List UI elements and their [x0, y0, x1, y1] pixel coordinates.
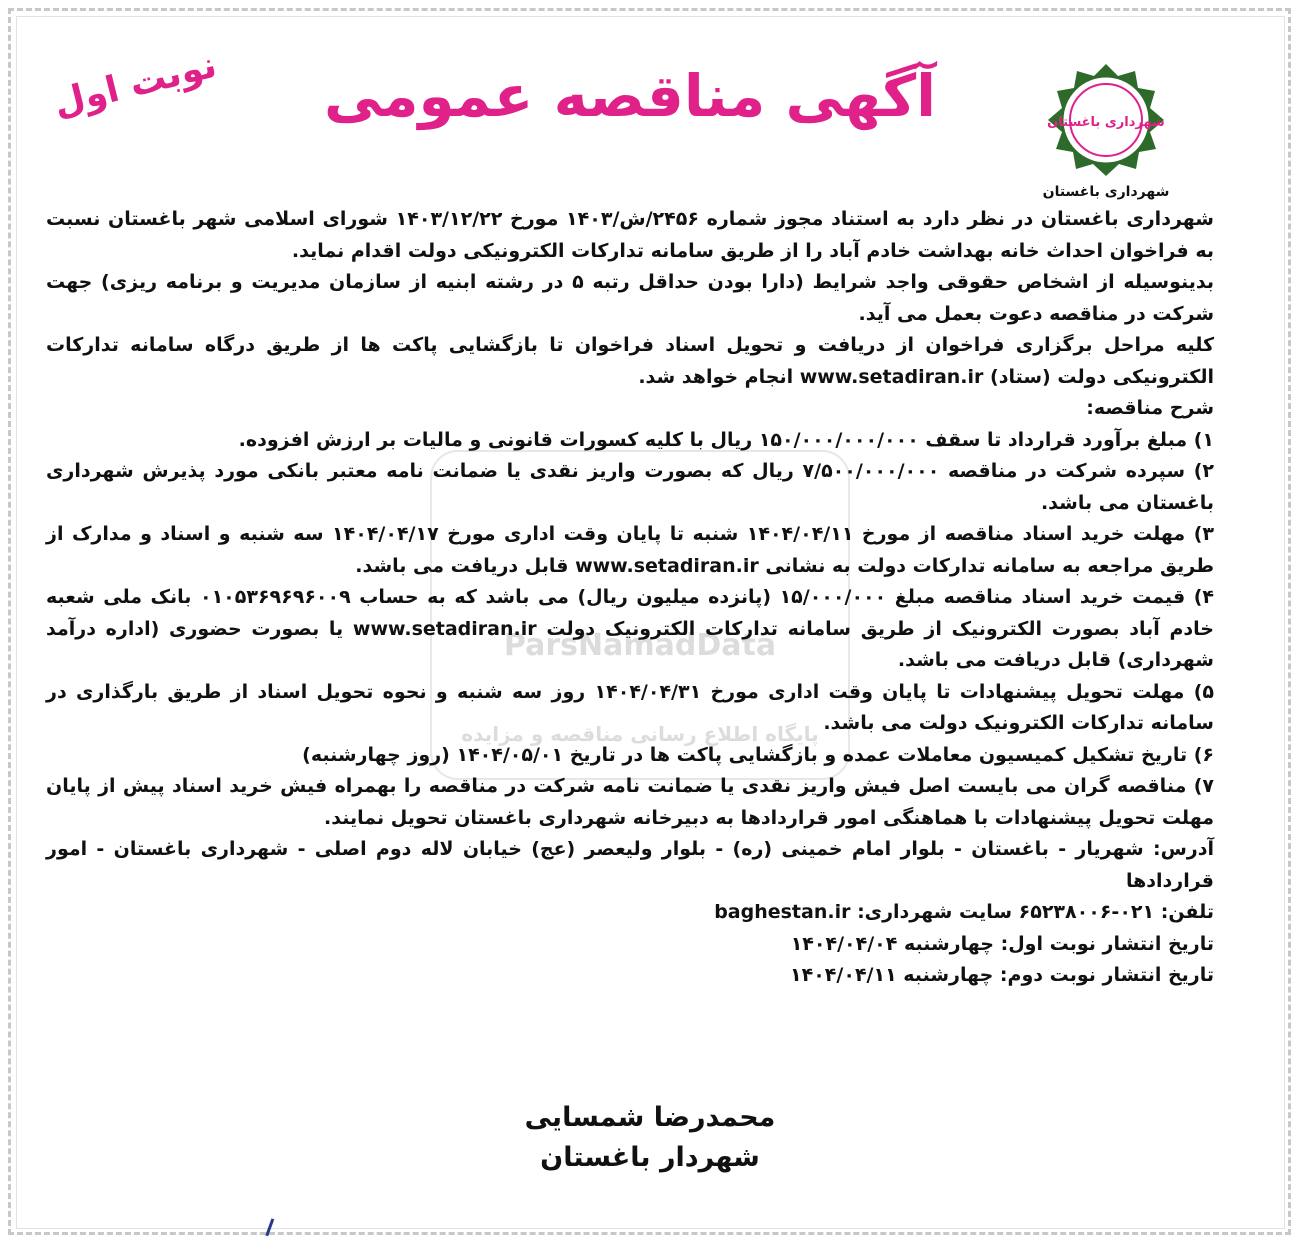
- publish-date-first: تاریخ انتشار نوبت اول: چهارشنبه ۱۴۰۴/۰۴/۰۴: [790, 932, 1214, 955]
- invite-paragraph: بدینوسیله از اشخاص حقوقی واجد شرایط (دارا بودن حداقل رتبه ۵ در رشته ابنیه از سازمان مدیریت و برنامه ریزی) جهت شرکت در مناقصه دعوت بعمل می آید.: [46, 271, 1215, 325]
- signatory-role: شهردار باغستان: [540, 1142, 760, 1173]
- watermark-subtitle: پایگاه اطلاع رسانی مناقصه و مزایده: [461, 722, 819, 746]
- list-item: ۳) مهلت خرید اسناد مناقصه از مورخ ۱۴۰۴/۰۴/۱۱ شنبه تا پایان وقت اداری مورخ ۱۴۰۴/۰۴/۱۷ سه شنبه و اسناد و مدارک از طریق مراجعه به سامانه تدارکات دولت به نشانی www.setadiran.ir قابل دریافت می باشد.: [46, 523, 1214, 577]
- logo-caption: شهرداری باغستان: [1042, 184, 1170, 200]
- phone-line: تلفن: ۰۲۱-۶۵۲۳۸۰۰۶ سایت شهرداری: baghestan.ir: [714, 901, 1214, 923]
- list-item: ۱) مبلغ برآورد قرارداد تا سقف ۱۵۰/۰۰۰/۰۰۰/۰۰۰ ریال با کلیه کسورات قانونی و مالیات بر ارزش افزوده.: [238, 428, 1214, 451]
- description-heading: شرح مناقصه:: [1086, 397, 1214, 419]
- list-item: ۶) تاریخ تشکیل کمیسیون معاملات عمده و بازگشایی پاکت ها در تاریخ ۱۴۰۴/۰۵/۰۱ (روز چهارشنبه): [302, 743, 1214, 766]
- list-item: ۷) مناقصه گران می بایست اصل فیش واریز نقدی یا ضمانت نامه شرکت در مناقصه را بهمراه فیش خرید اسناد پیش از پایان مهلت تحویل پیشنهادات با هماهنگی امور قراردادها به دبیرخانه شهرداری باغستان تحویل نمایند.: [46, 775, 1214, 829]
- intro-paragraph: شهرداری باغستان در نظر دارد به استناد مجوز شماره ۲۴۵۶/ش/۱۴۰۳ مورخ ۱۴۰۳/۱۲/۲۲ شورای اسلامی شهر باغستان نسبت به فراخوان احداث خانه بهداشت خادم آباد را از طریق سامانه تدارکات الکترونیکی دولت اقدام نماید.: [46, 208, 1214, 262]
- address-line: آدرس: شهریار - باغستان - بلوار امام خمینی (ره) - بلوار ولیعصر (عج) خیابان لاله دوم اصلی - شهرداری باغستان - امور قراردادها: [46, 838, 1214, 892]
- logo-text: شهرداری باغستان: [1047, 115, 1165, 130]
- watermark-brand: ParsNamadData: [503, 628, 777, 663]
- signatory-name: محمدرضا شمسایی: [524, 1102, 776, 1133]
- list-item: ۵) مهلت تحویل پیشنهادات تا پایان وقت اداری مورخ ۱۴۰۴/۰۴/۳۱ روز سه شنبه و نحوه تحویل اسناد از طریق بارگذاری در سامانه تدارکات الکترونیک دولت می باشد.: [46, 680, 1214, 734]
- municipality-logo: [1038, 52, 1174, 188]
- turn-badge: نوبت اول: [49, 44, 221, 125]
- signature-block: [430, 1098, 870, 1178]
- list-item: ۴) قیمت خرید اسناد مناقصه مبلغ ۱۵/۰۰۰/۰۰۰ (پانزده میلیون ریال) می باشد که به حساب ۰۱۰۵۳۶۹۶۹۶۰۰۹ بانک ملی شعبه خادم آباد بصورت الکترونیک از طریق سامانه تدارکات الکترونیک دولت www.setadiran.ir یا بصورت حضوری (اداره درآمد شهرداری) قابل دریافت می باشد.: [46, 586, 1214, 671]
- publish-date-second: تاریخ انتشار نوبت دوم: چهارشنبه ۱۴۰۴/۰۴/۱۱: [790, 964, 1214, 986]
- notice-body: [46, 204, 1214, 992]
- list-item: ۲) سپرده شرکت در مناقصه ۷/۵۰۰/۰۰۰/۰۰۰ ریال که بصورت واریز نقدی یا ضمانت نامه معتبر بانکی مورد پذیرش شهرداری باغستان می باشد.: [46, 460, 1214, 514]
- stages-paragraph: کلیه مراحل برگزاری فراخوان از دریافت و تحویل اسناد فراخوان تا بازگشایی پاکت ها از طریق درگاه سامانه تدارکات الکترونیکی دولت (ستاد) www.setadiran.ir انجام خواهد شد.: [46, 334, 1214, 388]
- page-title: آگهی مناقصه عمومی: [323, 62, 937, 130]
